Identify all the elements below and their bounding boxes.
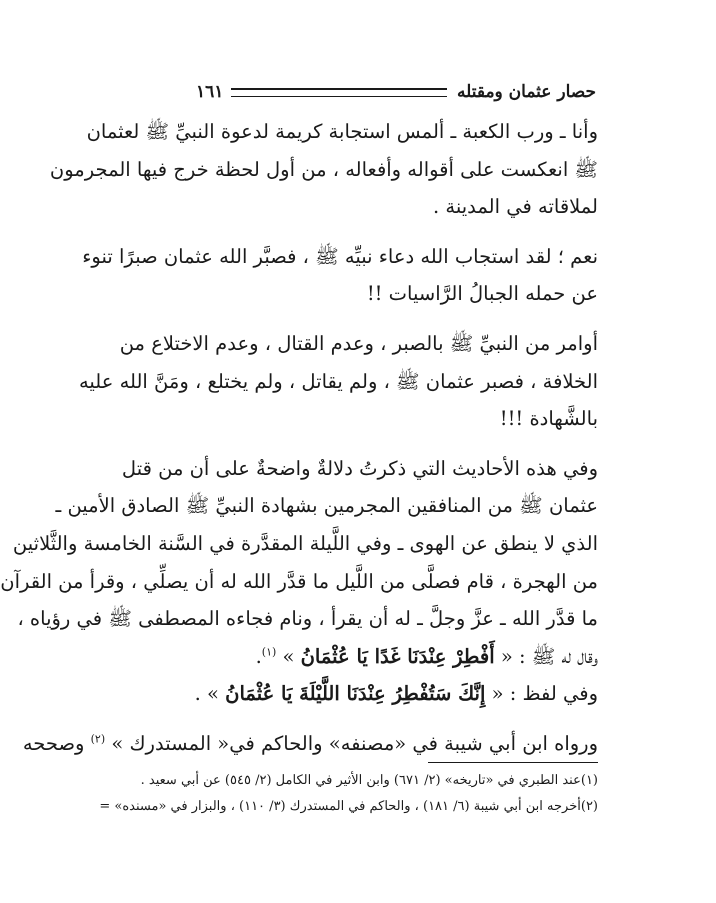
text-line: أوامر من النبيِّ ﷺ بالصبر ، وعدم القتال ، وعدم الاختلاع من	[119, 331, 598, 355]
footnote-ref: (١)	[261, 645, 277, 659]
text-line: الخلافة ، فصبر عثمان ﷺ ، ولم يقاتل ، ولم يختلع ، ومَنَّ الله عليه	[78, 369, 598, 393]
text-line: عثمان ﷺ من المنافقين المجرمين بشهادة النبيِّ ﷺ الصادق الأمين ـ	[55, 494, 598, 518]
narration-text: ورواه ابن أبي شيبة في «مصنفه» والحاكم في« المستدرك »	[105, 731, 598, 755]
quote-end: .	[255, 644, 262, 668]
footnote: (١)عند الطبري في «تاريخه» (٢/ ٦٧١) وابن الأثير في الكامل (٢/ ٥٤٥) عن أبي سعيد .	[140, 773, 598, 788]
hadith-quote: إِنَّكَ سَتُفْطِرُ عِنْدَنَا اللَّيْلَةَ يَا عُثْمَانُ	[225, 682, 486, 706]
text-line: نعم ؛ لقد استجاب الله دعاء نبيِّه ﷺ ، فصبَّر الله عثمان صبرًا تنوء	[82, 244, 598, 268]
hadith-quote: أَفْطِرْ عِنْدَنَا غَدًا يَا عُثْمَانُ	[300, 644, 495, 668]
text-line: وفي هذه الأحاديث التي ذكرتُ دلالةٌ واضحةٌ على أن من قتل	[121, 456, 598, 480]
text-line: لملاقاته في المدينة .	[433, 195, 598, 219]
hadith-quote-line	[196, 675, 598, 713]
text-line: وأنا ـ ورب الكعبة ـ ألمس استجابة كريمة لدعوة النبيِّ ﷺ لعثمان	[86, 120, 598, 143]
quote-end: .	[194, 682, 201, 706]
text-line: ﷺ انعكست على أقواله وأفعاله ، من أول لحظة خرج فيها المجرمون	[49, 157, 598, 181]
chapter-title: حصار عثمان ومقتله	[456, 82, 596, 102]
running-header	[196, 78, 596, 106]
quote-close: »	[276, 644, 301, 668]
paragraph-gap	[196, 226, 598, 238]
footnote: (٢)أخرجه ابن أبي شيبة (٦/ ١٨١) ، والحاكم في المستدرك (٣/ ١١٠) ، والبزار في «مسنده» =	[99, 799, 598, 814]
text-line: عن حمله الجبالُ الرَّاسيات !!	[366, 282, 598, 306]
quote-close: »	[200, 682, 226, 706]
header-rule	[231, 88, 447, 97]
text-line: من الهجرة ، قام فصلَّى من اللَّيل ما قدَّر الله له أن يصلِّي ، وقرأ من القرآن	[0, 569, 598, 593]
text-line	[22, 725, 598, 763]
footnote-ref: (٢)	[90, 732, 106, 746]
text-line: ما قدَّر الله ـ عزَّ وجلَّ ـ له أن يقرأ ، ونام فجاءه المصطفى ﷺ في رؤياه ،	[17, 607, 598, 631]
footnote-separator	[428, 762, 598, 763]
paragraph-gap	[196, 713, 598, 725]
paragraph-gap	[196, 438, 598, 450]
hadith-quote-line	[196, 638, 598, 676]
narration-text-end: وصححه	[22, 731, 91, 755]
body-text	[0, 113, 598, 763]
text-line: بالشَّهادة !!!	[499, 407, 598, 431]
quote-intro: وقال له ﷺ : «	[494, 644, 598, 668]
quote-intro: وفي لفظ : «	[485, 682, 598, 706]
text-line: الذي لا ينطق عن الهوى ـ وفي اللَّيلة المقدَّرة في السَّنة الخامسة والثَّلاثين	[12, 531, 598, 555]
footnotes	[99, 768, 598, 820]
page-number: ١٦١	[196, 82, 224, 102]
paragraph-gap	[196, 313, 598, 325]
